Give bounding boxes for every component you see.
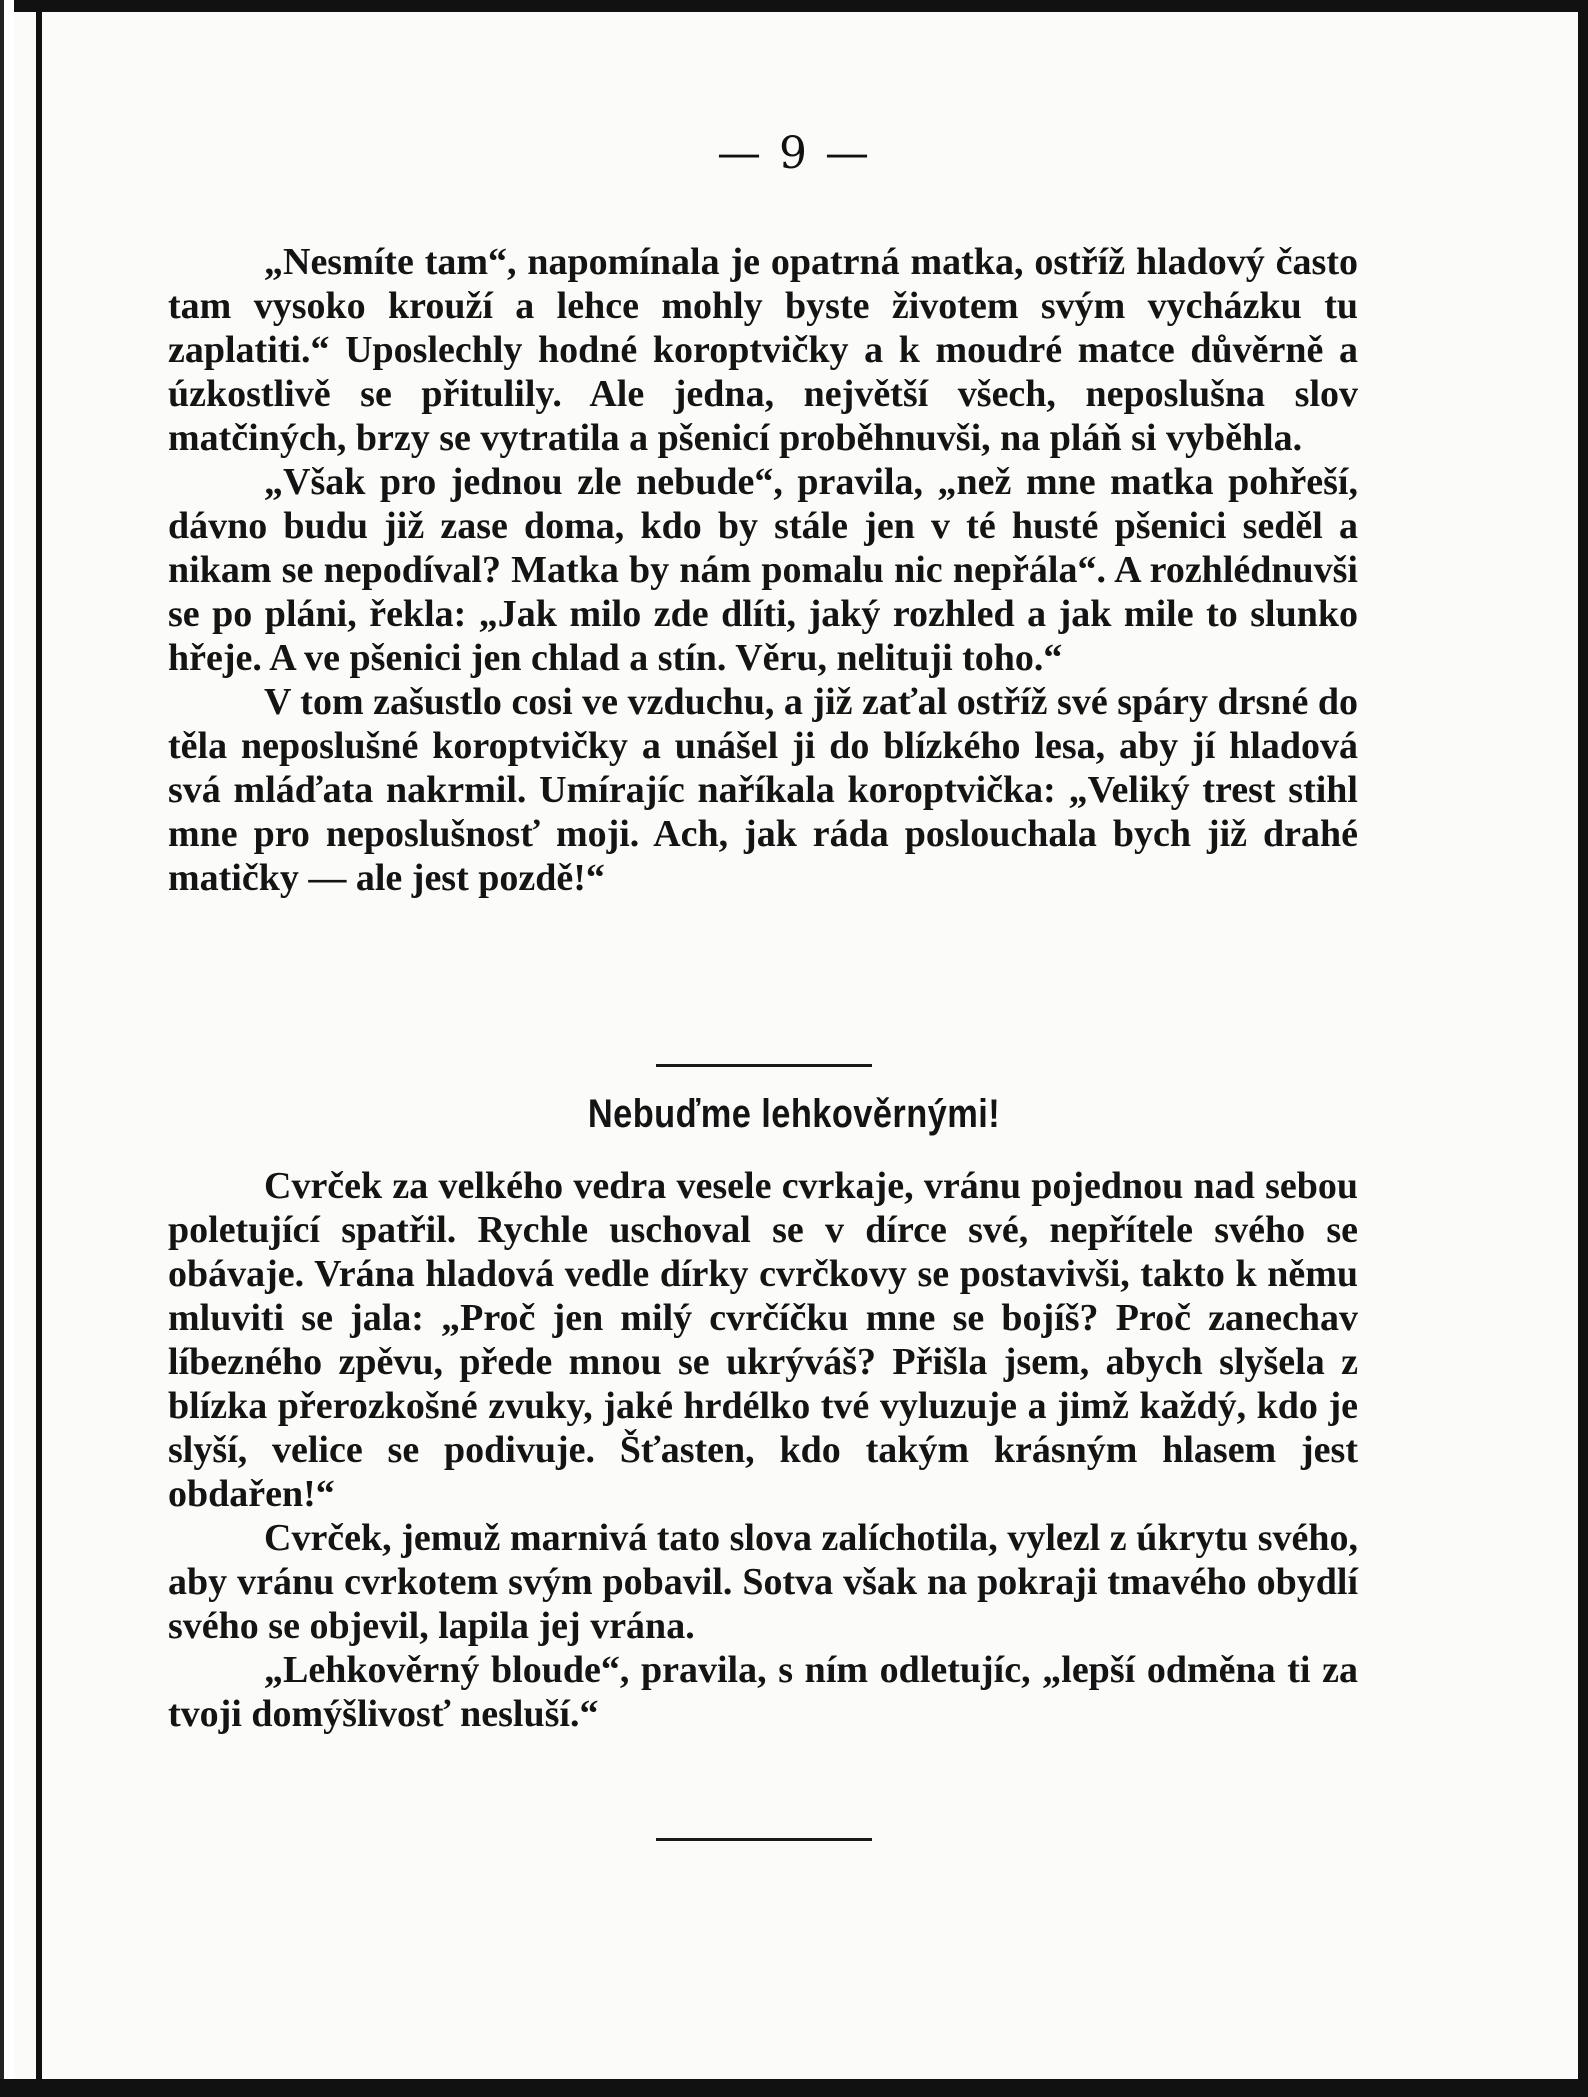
story-2-text bbox=[168, 1164, 1358, 1736]
scan-border-left bbox=[36, 0, 42, 2097]
story-2-title: Nebuďme lehkověrnými! bbox=[587, 1092, 1001, 1136]
scan-border-right bbox=[1578, 0, 1588, 2097]
scan-border-left-outer bbox=[0, 0, 14, 2097]
story-2-paragraph: Cvrček, jemuž marnivá tato slova zalíchotila, vylezl z úkrytu svého, aby vránu cvrkotem svým pobavil. Sotva však na pokraji tmavého obydlí svého se objevil, lapila jej vrána. bbox=[168, 1517, 1358, 1647]
story-1-text bbox=[168, 240, 1358, 900]
story-2-paragraph: „Lehkověrný bloude“, pravila, s ním odletujíc, „lepší odměna ti za tvoji domýšlivosť nesluší.“ bbox=[168, 1649, 1358, 1735]
story-2-paragraph: Cvrček za velkého vedra vesele cvrkaje, vránu pojednou nad sebou poletující spatřil. Rychle uschoval se v dírce své, nepřítele svého se obávaje. Vrána hladová vedle dírky cvrčkovy se postavivši, takto k němu mluviti se jala: „Proč jen milý cvrčíčku mne se bojíš? Proč zanechav líbezného zpěvu, přede mnou se ukrýváš? Přišla jsem, abych slyšela z blízka přerozkošné zvuky, jaké hrdélko tvé vyluzuje a jimž každý, kdo je slyší, velice se podivuje. Šťasten, kdo takým krásným hlasem jest obdařen!“ bbox=[168, 1165, 1358, 1515]
scan-border-top bbox=[0, 0, 1588, 12]
end-divider bbox=[656, 1838, 872, 1841]
story-1-paragraph: „Však pro jednou zle nebude“, pravila, „než mne matka pohřeší, dávno budu již zase doma, kdo by stále jen v té husté pšenici seděl a nikam se nepodíval? Matka by nám pomalu nic nepřála“. A rozhlédnuvši se po pláni, řekla: „Jak milo zde dlíti, jaký rozhled a jak mile to slunko hřeje. A ve pšenici jen chlad a stín. Věru, nelituji toho.“ bbox=[168, 461, 1358, 679]
page-number: — 9 — bbox=[717, 128, 871, 179]
story-1-paragraph: „Nesmíte tam“, napomínala je opatrná matka, ostříž hladový často tam vysoko krouží a lehce mohly byste životem svým vycházku tu zaplatiti.“ Uposlechly hodné koroptvičky a k moudré matce důvěrně a úzkostlivě se přitulily. Ale jedna, největší všech, neposlušna slov matčiných, brzy se vytratila a pšenicí proběhnuvši, na pláň si vyběhla. bbox=[168, 241, 1358, 459]
section-divider bbox=[656, 1064, 872, 1067]
scan-border-bottom bbox=[0, 2079, 1588, 2097]
story-1-paragraph: V tom zašustlo cosi ve vzduchu, a již zaťal ostříž své spáry drsné do těla neposlušné koroptvičky a unášel ji do blízkého lesa, aby jí hladová svá mláďata nakrmil. Umírajíc naříkala koroptvička: „Veliký trest stihl mne pro neposlušnosť moji. Ach, jak ráda poslouchala bych již drahé matičky — ale jest pozdě!“ bbox=[168, 681, 1358, 899]
